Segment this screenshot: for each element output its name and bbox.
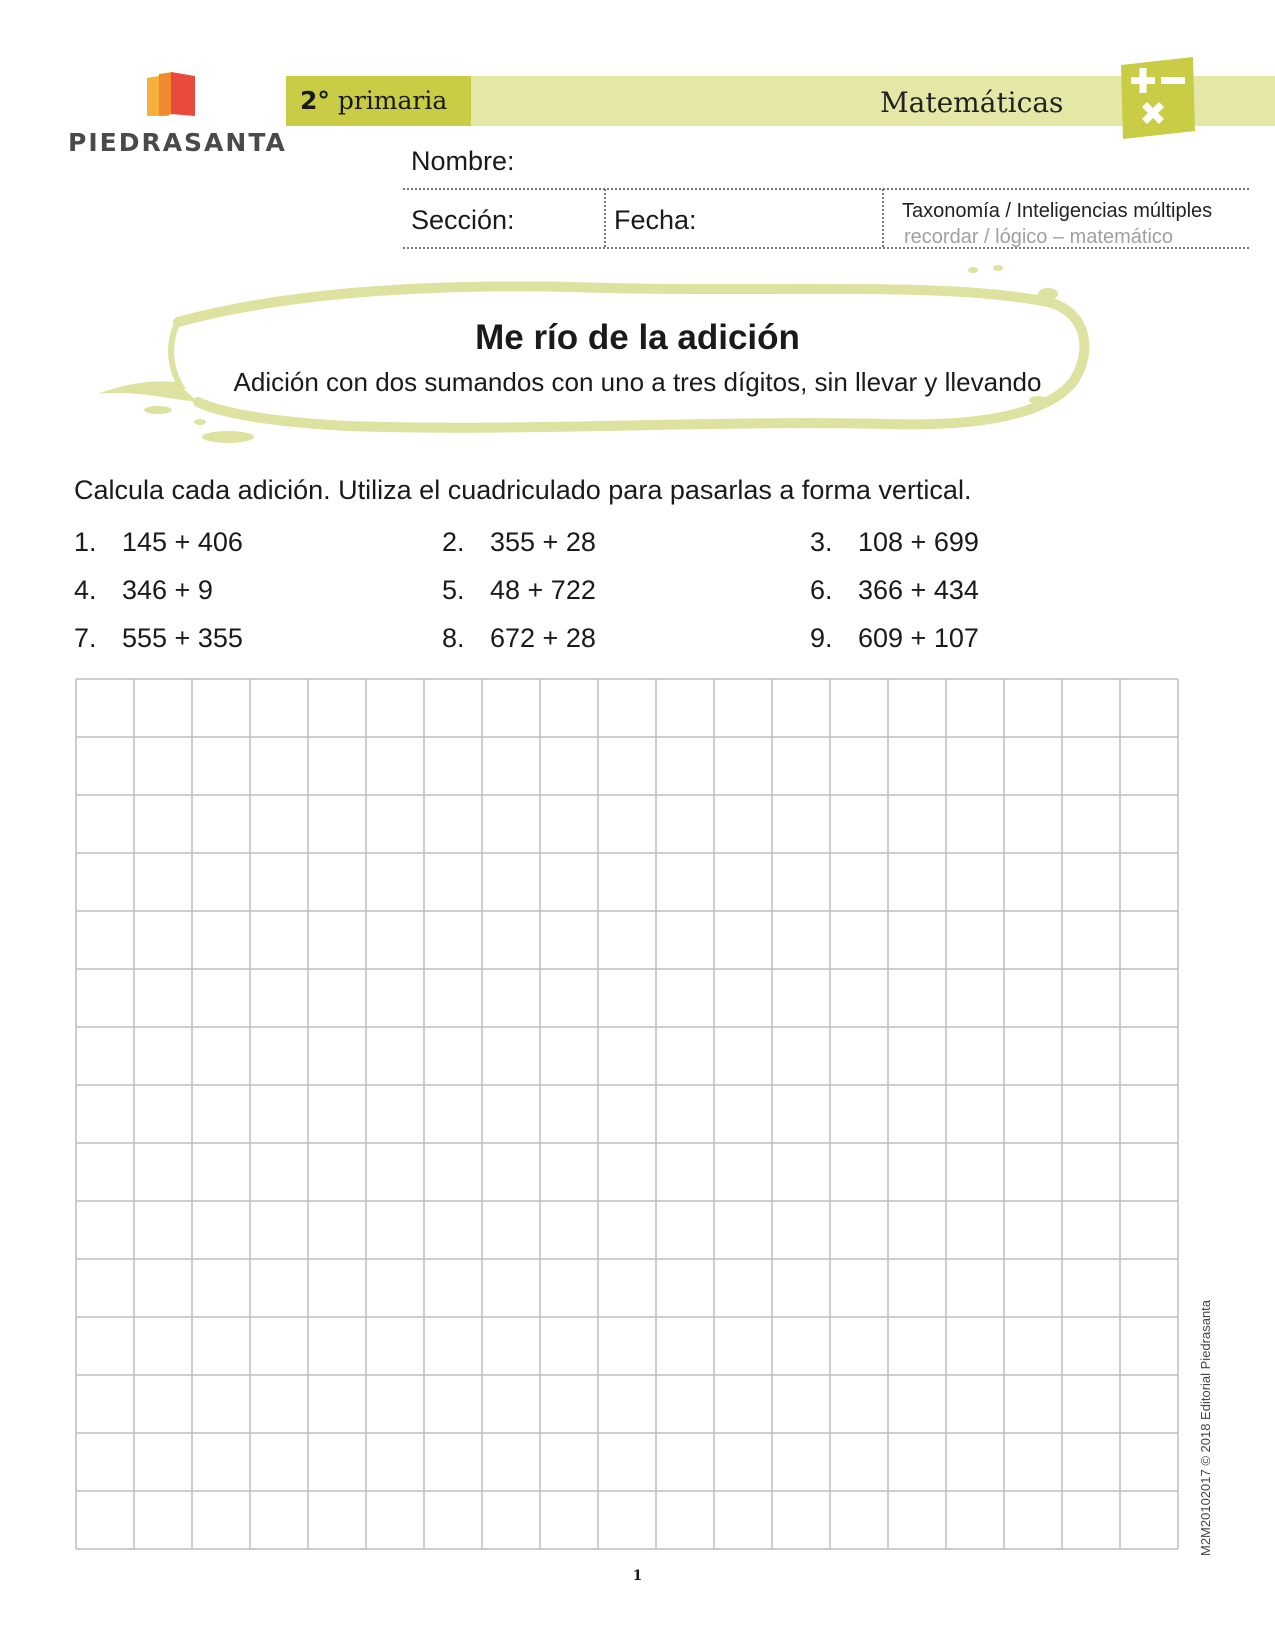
exercise-number: 8. <box>442 623 465 653</box>
copyright-note: M2M20102017 © 2018 Editorial Piedrasanta <box>1198 1299 1213 1556</box>
exercise-expression: 672 + 28 <box>490 623 596 653</box>
field-divider <box>604 189 606 247</box>
publisher-logo <box>68 70 287 160</box>
grade-label: primaria <box>337 86 448 115</box>
taxonomy-value: recordar / lógico – matemático <box>904 226 1174 248</box>
decorative-swoosh-frame <box>88 262 1118 462</box>
activity-subtitle: Adición con dos sumandos con uno a tres dígitos, sin llevar y llevando <box>233 367 1042 397</box>
work-grid[interactable] <box>75 678 1179 1550</box>
instruction-text: Calcula cada adición. Utiliza el cuadriculado para pasarlas a forma vertical. <box>74 475 972 505</box>
math-operations-icon <box>1115 55 1199 141</box>
exercise-number: 9. <box>810 623 833 653</box>
exercise-expression: 555 + 355 <box>122 623 243 653</box>
exercise-expression: 609 + 107 <box>858 623 979 653</box>
exercise-expression: 145 + 406 <box>122 527 243 557</box>
exercise-expression: 108 + 699 <box>858 527 979 557</box>
exercise-item <box>74 623 243 654</box>
section-field-line[interactable] <box>403 247 1249 249</box>
book-logo-icon <box>143 70 198 118</box>
name-field-line[interactable] <box>403 188 1249 190</box>
exercise-item <box>810 575 979 606</box>
grade-badge <box>286 76 471 126</box>
exercise-expression: 366 + 434 <box>858 575 979 605</box>
exercise-item <box>442 575 596 606</box>
exercise-number: 1. <box>74 527 97 557</box>
exercise-number: 3. <box>810 527 833 557</box>
subject-title: Matemáticas <box>880 86 1064 119</box>
exercise-item <box>442 527 596 558</box>
exercise-number: 5. <box>442 575 465 605</box>
exercise-item <box>74 527 243 558</box>
exercise-item <box>74 575 213 606</box>
exercise-expression: 346 + 9 <box>122 575 213 605</box>
field-divider <box>882 189 884 247</box>
exercise-item <box>810 623 979 654</box>
grade-number: 2° <box>300 86 330 115</box>
exercise-number: 4. <box>74 575 97 605</box>
publisher-name: PIEDRASANTA <box>68 128 287 157</box>
exercise-expression: 355 + 28 <box>490 527 596 557</box>
exercise-number: 2. <box>442 527 465 557</box>
activity-title: Me río de la adición <box>475 318 800 357</box>
exercise-item <box>442 623 596 654</box>
exercise-item <box>810 527 979 558</box>
exercise-expression: 48 + 722 <box>490 575 596 605</box>
name-label: Nombre: <box>411 146 515 176</box>
taxonomy-title: Taxonomía / Inteligencias múltiples <box>902 200 1213 222</box>
exercise-number: 7. <box>74 623 97 653</box>
section-label: Sección: <box>411 205 515 235</box>
date-label: Fecha: <box>614 205 697 235</box>
page-number: 1 <box>632 1568 643 1584</box>
exercise-number: 6. <box>810 575 833 605</box>
